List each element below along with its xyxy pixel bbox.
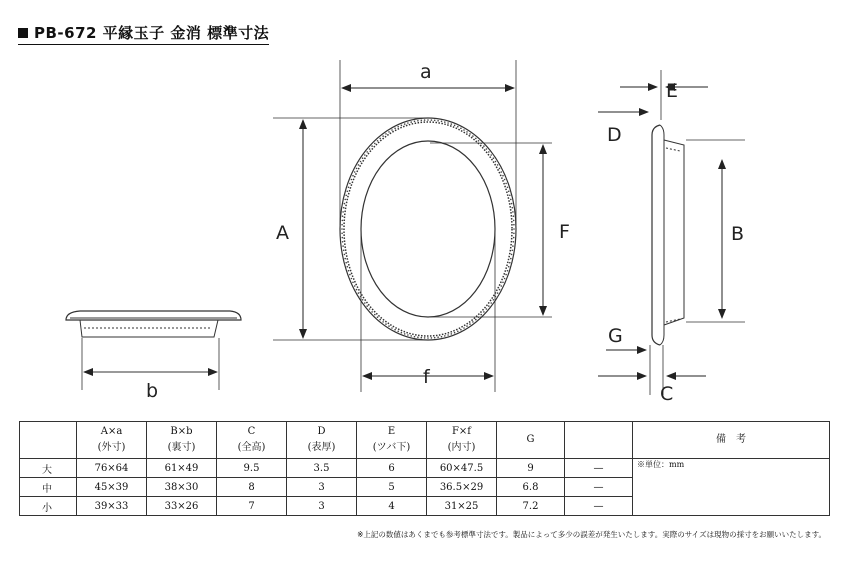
rim-dot bbox=[451, 333, 453, 335]
rim-dot bbox=[414, 121, 416, 123]
cell: 8 bbox=[217, 478, 287, 497]
dim-label-f: f bbox=[423, 366, 430, 388]
rim-dot bbox=[342, 211, 344, 213]
cell: 3 bbox=[287, 478, 357, 497]
rim-dot bbox=[483, 311, 485, 313]
rim-dot bbox=[466, 325, 468, 327]
cell: 9.5 bbox=[217, 459, 287, 478]
rim-dot bbox=[504, 278, 506, 280]
header-cell: D (表厚) bbox=[287, 422, 357, 459]
rim-dot bbox=[447, 122, 449, 124]
rim-dot bbox=[343, 250, 345, 252]
rim-dot bbox=[437, 120, 439, 122]
rim-dot bbox=[344, 203, 346, 205]
rim-dot bbox=[497, 164, 499, 166]
rim-dot bbox=[401, 332, 403, 334]
rim-dot bbox=[513, 220, 515, 222]
dim-label-F: F bbox=[559, 221, 570, 243]
rim-dot bbox=[513, 241, 515, 243]
rim-dot bbox=[371, 145, 373, 147]
rim-dot bbox=[457, 126, 459, 128]
rim-dot bbox=[504, 179, 506, 181]
dim-label-D: D bbox=[607, 124, 622, 146]
rim-dot bbox=[401, 125, 403, 127]
rim-dot bbox=[351, 278, 353, 280]
rim-dot bbox=[511, 254, 513, 256]
side-profile-view bbox=[66, 311, 241, 390]
rim-dot bbox=[505, 274, 507, 276]
rim-dot bbox=[391, 129, 393, 131]
row-size: 大 bbox=[20, 459, 77, 478]
rim-dot bbox=[469, 323, 471, 325]
cell: 6.8 bbox=[497, 478, 565, 497]
cell: 3.5 bbox=[287, 459, 357, 478]
dim-label-a: a bbox=[420, 61, 432, 83]
rim-dot bbox=[513, 228, 515, 230]
dim-label-C: C bbox=[660, 383, 674, 405]
rim-dot bbox=[427, 119, 429, 121]
rim-dot bbox=[457, 331, 459, 333]
rim-dot bbox=[460, 329, 462, 331]
rim-dot bbox=[451, 123, 453, 125]
rim-dot bbox=[499, 289, 501, 291]
rim-dot bbox=[342, 215, 344, 217]
rim-dot bbox=[348, 270, 350, 272]
rim-dot bbox=[434, 337, 436, 339]
rim-dot bbox=[377, 316, 379, 318]
rim-dot bbox=[486, 308, 488, 310]
rim-dot bbox=[362, 299, 364, 301]
rim-dot bbox=[374, 143, 376, 145]
rim-dot bbox=[493, 157, 495, 159]
rim-dot bbox=[478, 140, 480, 142]
rim-dot bbox=[499, 168, 501, 170]
rim-dot bbox=[377, 140, 379, 142]
rim-dot bbox=[343, 207, 345, 209]
row-size: 中 bbox=[20, 478, 77, 497]
rim-dot bbox=[424, 119, 426, 121]
rim-dot bbox=[502, 175, 504, 177]
rim-dot bbox=[356, 289, 358, 291]
rim-dot bbox=[342, 220, 344, 222]
rim-dot bbox=[407, 334, 409, 336]
cell: 60×47.5 bbox=[427, 459, 497, 478]
cell: 31×25 bbox=[427, 497, 497, 516]
cell: 5 bbox=[357, 478, 427, 497]
rim-dot bbox=[354, 171, 356, 173]
rim-dot bbox=[385, 133, 387, 135]
dim-label-G: G bbox=[608, 325, 623, 347]
rim-dot bbox=[345, 262, 347, 264]
rim-dot bbox=[437, 336, 439, 338]
rim-dot bbox=[483, 145, 485, 147]
rim-dot bbox=[421, 120, 423, 122]
cell: 3 bbox=[287, 497, 357, 516]
rim-dot bbox=[507, 270, 509, 272]
rim-dot bbox=[434, 120, 436, 122]
header-cell: G bbox=[497, 422, 565, 459]
rim-dot bbox=[502, 282, 504, 284]
rim-dot bbox=[394, 128, 396, 130]
rim-dot bbox=[344, 258, 346, 260]
rim-dot bbox=[362, 157, 364, 159]
rim-dot bbox=[417, 120, 419, 122]
serrated-rim bbox=[341, 119, 515, 339]
rim-dot bbox=[497, 292, 499, 294]
dim-label-B: B bbox=[731, 223, 745, 245]
rim-dot bbox=[431, 119, 433, 121]
rim-dot bbox=[352, 175, 354, 177]
rim-dot bbox=[388, 131, 390, 133]
rim-dot bbox=[463, 129, 465, 131]
rim-dot bbox=[397, 126, 399, 128]
header-empty bbox=[565, 422, 633, 459]
rim-dot bbox=[347, 191, 349, 193]
rim-dot bbox=[475, 319, 477, 321]
rim-dot bbox=[509, 195, 511, 197]
footnote: ※上記の数値はあくまでも参考標準寸法です。製品によって多少の誤差が発生いたします。実際のサイズは現物の採寸をお願いいたします。 bbox=[357, 530, 826, 539]
rim-dot bbox=[501, 285, 503, 287]
cell: 9 bbox=[497, 459, 565, 478]
cell: 36.5×29 bbox=[427, 478, 497, 497]
row-size: 小 bbox=[20, 497, 77, 516]
rim-dot bbox=[478, 316, 480, 318]
rim-dot bbox=[382, 135, 384, 137]
rim-dot bbox=[512, 250, 514, 252]
rim-dot bbox=[385, 323, 387, 325]
rim-dot bbox=[344, 254, 346, 256]
cell: 7 bbox=[217, 497, 287, 516]
rim-dot bbox=[369, 148, 371, 150]
header-cell: C (全高) bbox=[217, 422, 287, 459]
dim-label-A: A bbox=[276, 222, 289, 244]
rim-dot bbox=[490, 154, 492, 156]
rim-dot bbox=[475, 138, 477, 140]
rim-dot bbox=[341, 228, 343, 230]
rim-dot bbox=[508, 191, 510, 193]
title-text: PB-672 平縁玉子 金消 標準寸法 bbox=[34, 24, 270, 42]
rim-dot bbox=[349, 183, 351, 185]
rim-dot bbox=[407, 122, 409, 124]
rim-dot bbox=[472, 321, 474, 323]
rim-dot bbox=[447, 334, 449, 336]
rim-dot bbox=[349, 274, 351, 276]
rim-dot bbox=[495, 296, 497, 298]
rim-dot bbox=[410, 335, 412, 337]
rim-dot bbox=[486, 148, 488, 150]
rim-dot bbox=[342, 237, 344, 239]
header-cell: A×a (外寸) bbox=[77, 422, 147, 459]
rim-dot bbox=[507, 187, 509, 189]
rim-dot bbox=[351, 179, 353, 181]
cell: 6 bbox=[357, 459, 427, 478]
rim-dot bbox=[404, 123, 406, 125]
rim-dot bbox=[480, 143, 482, 145]
header-cell: B×b (裏寸) bbox=[147, 422, 217, 459]
rim-dot bbox=[388, 325, 390, 327]
rim-dot bbox=[341, 224, 343, 226]
rim-dot bbox=[417, 336, 419, 338]
rim-dot bbox=[427, 337, 429, 339]
rim-dot bbox=[512, 211, 514, 213]
rim-dot bbox=[510, 258, 512, 260]
cell: 38×30 bbox=[147, 478, 217, 497]
rim-dot bbox=[394, 329, 396, 331]
rim-dot bbox=[505, 183, 507, 185]
rim-dot bbox=[488, 305, 490, 307]
rim-dot bbox=[358, 292, 360, 294]
rim-dot bbox=[460, 128, 462, 130]
cell: 33×26 bbox=[147, 497, 217, 516]
rim-dot bbox=[356, 168, 358, 170]
rim-dot bbox=[495, 161, 497, 163]
rim-dot bbox=[371, 311, 373, 313]
rim-dot bbox=[490, 302, 492, 304]
remarks-note: ※単位：mm bbox=[633, 459, 830, 516]
table-row bbox=[20, 459, 830, 478]
rim-dot bbox=[404, 333, 406, 335]
rim-dot bbox=[342, 241, 344, 243]
rim-dot bbox=[424, 337, 426, 339]
rim-dot bbox=[342, 245, 344, 247]
rim-dot bbox=[345, 195, 347, 197]
rim-dot bbox=[352, 282, 354, 284]
rim-dot bbox=[431, 337, 433, 339]
rim-dot bbox=[513, 233, 515, 235]
header-cell: E (ツバ下) bbox=[357, 422, 427, 459]
cell: 39×33 bbox=[77, 497, 147, 516]
dim-label-b: b bbox=[146, 380, 159, 402]
table-header-row bbox=[20, 422, 830, 459]
rim-dot bbox=[391, 327, 393, 329]
rim-dot bbox=[472, 135, 474, 137]
rim-dot bbox=[379, 138, 381, 140]
rim-dot bbox=[444, 121, 446, 123]
rim-dot bbox=[358, 164, 360, 166]
rim-dot bbox=[364, 302, 366, 304]
rim-dot bbox=[369, 308, 371, 310]
rim-dot bbox=[382, 321, 384, 323]
rim-dot bbox=[513, 224, 515, 226]
header-remarks: 備 考 bbox=[633, 422, 830, 459]
cell: — bbox=[565, 478, 633, 497]
rim-dot bbox=[374, 314, 376, 316]
rim-dot bbox=[441, 336, 443, 338]
dim-label-E: E bbox=[666, 80, 679, 102]
rim-dot bbox=[480, 314, 482, 316]
header-cell: F×f (内寸) bbox=[427, 422, 497, 459]
cell: 76×64 bbox=[77, 459, 147, 478]
cell: 45×39 bbox=[77, 478, 147, 497]
rim-dot bbox=[341, 233, 343, 235]
rim-dot bbox=[348, 187, 350, 189]
cell: — bbox=[565, 497, 633, 516]
rim-dot bbox=[360, 296, 362, 298]
rim-dot bbox=[366, 151, 368, 153]
rim-dot bbox=[421, 337, 423, 339]
rim-dot bbox=[454, 125, 456, 127]
rim-dot bbox=[511, 203, 513, 205]
header-size bbox=[20, 422, 77, 459]
rim-dot bbox=[501, 171, 503, 173]
rim-dot bbox=[508, 266, 510, 268]
rim-dot bbox=[463, 327, 465, 329]
rim-dot bbox=[344, 199, 346, 201]
rim-dot bbox=[512, 207, 514, 209]
rim-dot bbox=[466, 131, 468, 133]
cell: — bbox=[565, 459, 633, 478]
rim-dot bbox=[513, 215, 515, 217]
rim-dot bbox=[441, 121, 443, 123]
rim-dot bbox=[354, 285, 356, 287]
rim-dot bbox=[493, 299, 495, 301]
cell: 7.2 bbox=[497, 497, 565, 516]
rim-dot bbox=[488, 151, 490, 153]
cell: 61×49 bbox=[147, 459, 217, 478]
rim-dot bbox=[444, 335, 446, 337]
rim-dot bbox=[364, 154, 366, 156]
rim-dot bbox=[410, 121, 412, 123]
rim-dot bbox=[347, 266, 349, 268]
rim-dot bbox=[513, 237, 515, 239]
cell: 4 bbox=[357, 497, 427, 516]
rim-dot bbox=[397, 331, 399, 333]
rim-dot bbox=[454, 332, 456, 334]
rim-dot bbox=[360, 161, 362, 163]
front-oval-view bbox=[273, 60, 552, 392]
rim-dot bbox=[414, 336, 416, 338]
spec-table bbox=[19, 421, 830, 516]
rim-dot bbox=[510, 199, 512, 201]
rim-dot bbox=[509, 262, 511, 264]
rim-dot bbox=[379, 319, 381, 321]
rim-dot bbox=[512, 245, 514, 247]
rim-dot bbox=[469, 133, 471, 135]
rim-dot bbox=[366, 305, 368, 307]
